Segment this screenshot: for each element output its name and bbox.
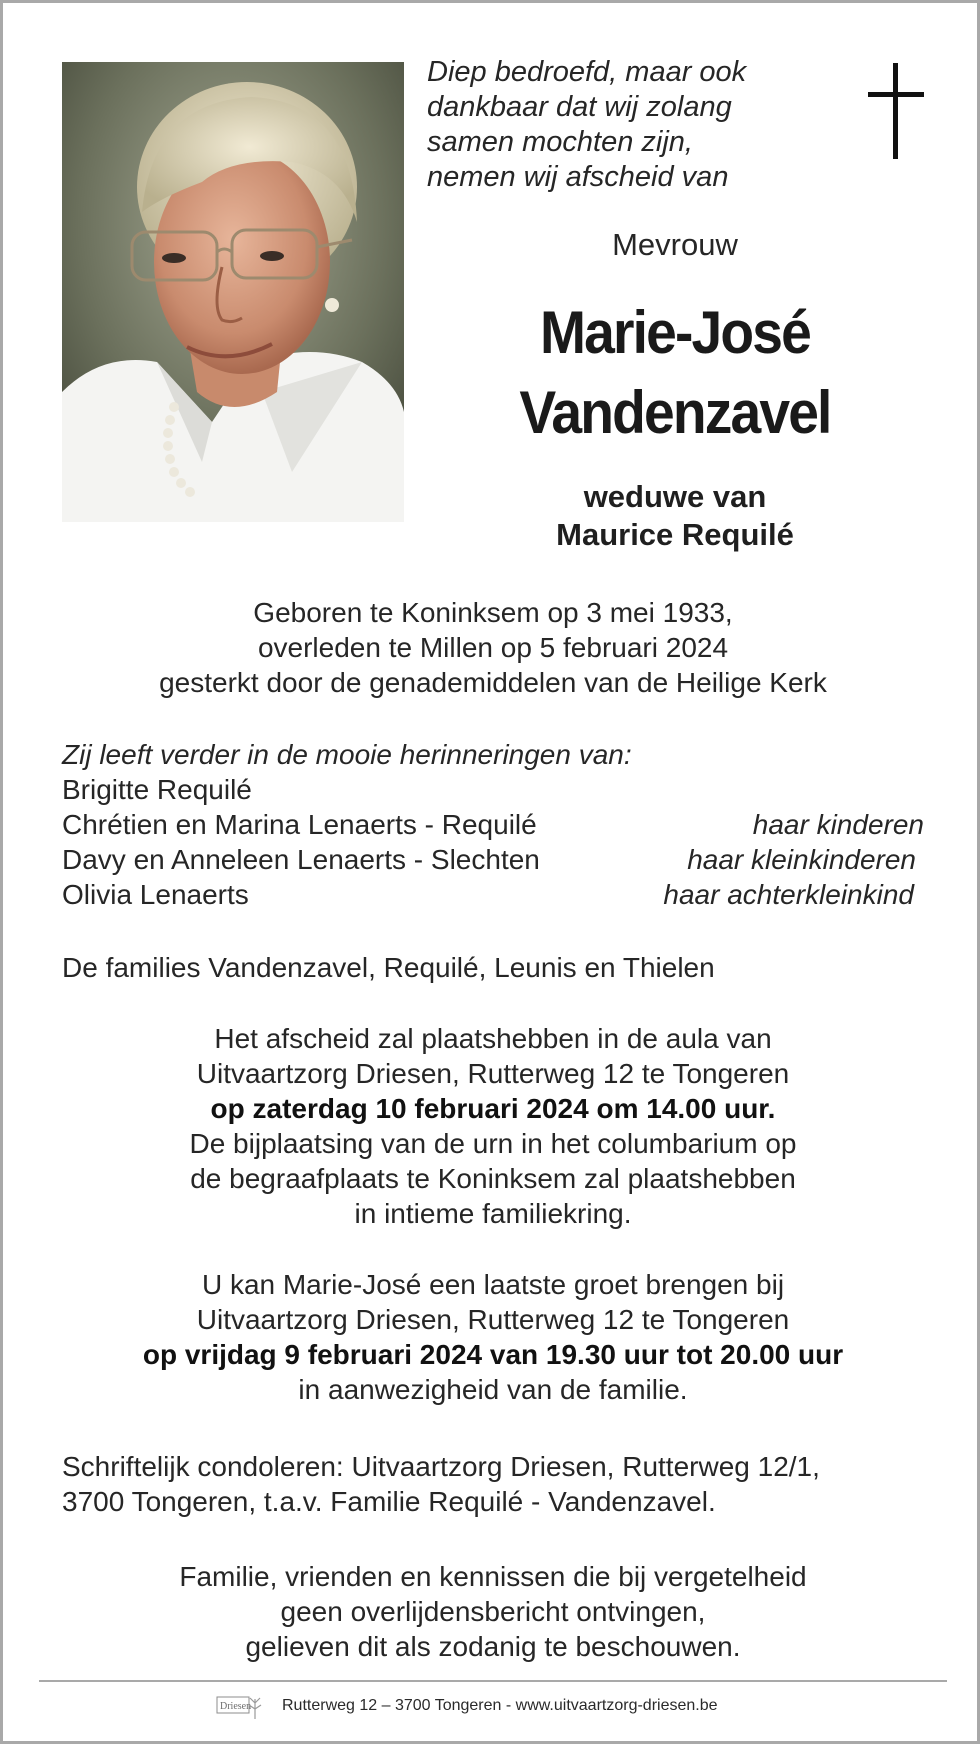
- families-line: [62, 950, 922, 985]
- families-text: De families Vandenzavel, Requilé, Leunis en Thielen: [62, 952, 715, 983]
- relative-name: Olivia Lenaerts: [62, 879, 249, 910]
- intro-line: dankbaar dat wij zolang: [427, 91, 732, 123]
- relative-name: Brigitte Requilé: [62, 774, 252, 805]
- visitation-date: op vrijdag 9 februari 2024 van 19.30 uur tot 20.00 uur: [142, 1339, 844, 1370]
- relative-role: haar kleinkinderen: [687, 844, 916, 875]
- intro-line: Diep bedroefd, maar ook: [427, 56, 747, 88]
- life-details: [3, 595, 980, 700]
- relative-role: haar kinderen: [752, 809, 924, 840]
- closing-line: gelieven dit als zodanig te beschouwen.: [245, 1631, 741, 1662]
- ceremony-line: Uitvaartzorg Driesen, Rutterweg 12 te Tongeren: [196, 1058, 790, 1089]
- deceased-first-name: Marie-José: [539, 299, 810, 366]
- relative-role: haar achterkleinkind: [663, 879, 914, 910]
- intro-line: nemen wij afscheid van: [427, 161, 729, 193]
- relative-row: [62, 772, 922, 807]
- funeral-home-logo: [215, 1689, 267, 1730]
- visitation-line: in aanwezigheid van de familie.: [298, 1374, 688, 1405]
- birth-line: Geboren te Koninksem op 3 mei 1933,: [253, 597, 733, 628]
- honorific: Mevrouw: [612, 227, 738, 262]
- svg-text:Driesen: Driesen: [220, 1701, 252, 1712]
- ceremony-line: Het afscheid zal plaatshebben in de aula van: [214, 1023, 772, 1054]
- ceremony-line: de begraafplaats te Koninksem zal plaatshebben: [190, 1163, 796, 1194]
- spouse-name: Maurice Requilé: [556, 517, 794, 552]
- ceremony-details: [3, 1021, 980, 1231]
- intro-line: samen mochten zijn,: [427, 126, 693, 158]
- relative-row: [62, 807, 922, 842]
- latin-cross-icon: [868, 63, 924, 168]
- relative-name: Chrétien en Marina Lenaerts - Requilé: [62, 809, 537, 840]
- ceremony-line: De bijplaatsing van de urn in het columbarium op: [189, 1128, 797, 1159]
- relatives-lead: Zij leeft verder in de mooie herinneringen van:: [62, 739, 632, 770]
- relative-name: Davy en Anneleen Lenaerts - Slechten: [62, 844, 540, 875]
- closing-line: Familie, vrienden en kennissen die bij vergetelheid: [179, 1561, 807, 1592]
- visitation-line: U kan Marie-José een laatste groet brengen bij: [201, 1269, 785, 1300]
- widow-label: weduwe van: [583, 479, 767, 514]
- relative-row: [62, 877, 922, 912]
- portrait-photo: [62, 62, 404, 522]
- footer-address: Rutterweg 12 – 3700 Tongeren - www.uitvaartzorg-driesen.be: [282, 1697, 718, 1714]
- visitation-line: Uitvaartzorg Driesen, Rutterweg 12 te Tongeren: [196, 1304, 790, 1335]
- portrait-illustration: [62, 62, 404, 522]
- ceremony-date: op zaterdag 10 februari 2024 om 14.00 uur.: [210, 1093, 776, 1124]
- condolences-line: 3700 Tongeren, t.a.v. Familie Requilé - Vandenzavel.: [62, 1486, 716, 1517]
- death-line: overleden te Millen op 5 februari 2024: [257, 632, 729, 663]
- visitation-details: [3, 1267, 980, 1407]
- condolences-line: Schriftelijk condoleren: Uitvaartzorg Driesen, Rutterweg 12/1,: [62, 1451, 820, 1482]
- condolences: [62, 1449, 922, 1519]
- ceremony-line: in intieme familiekring.: [354, 1198, 632, 1229]
- sacrament-line: gesterkt door de genademiddelen van de Heilige Kerk: [159, 667, 827, 698]
- deceased-name: [447, 293, 903, 453]
- footer-divider: [39, 1680, 947, 1682]
- intro-text: [427, 55, 746, 195]
- closing-line: geen overlijdensbericht ontvingen,: [280, 1596, 706, 1627]
- closing-note: [3, 1559, 980, 1664]
- relative-row: [62, 842, 922, 877]
- widow-of: [427, 478, 923, 554]
- deceased-last-name: Vandenzavel: [519, 379, 831, 446]
- relatives-list: [62, 737, 922, 912]
